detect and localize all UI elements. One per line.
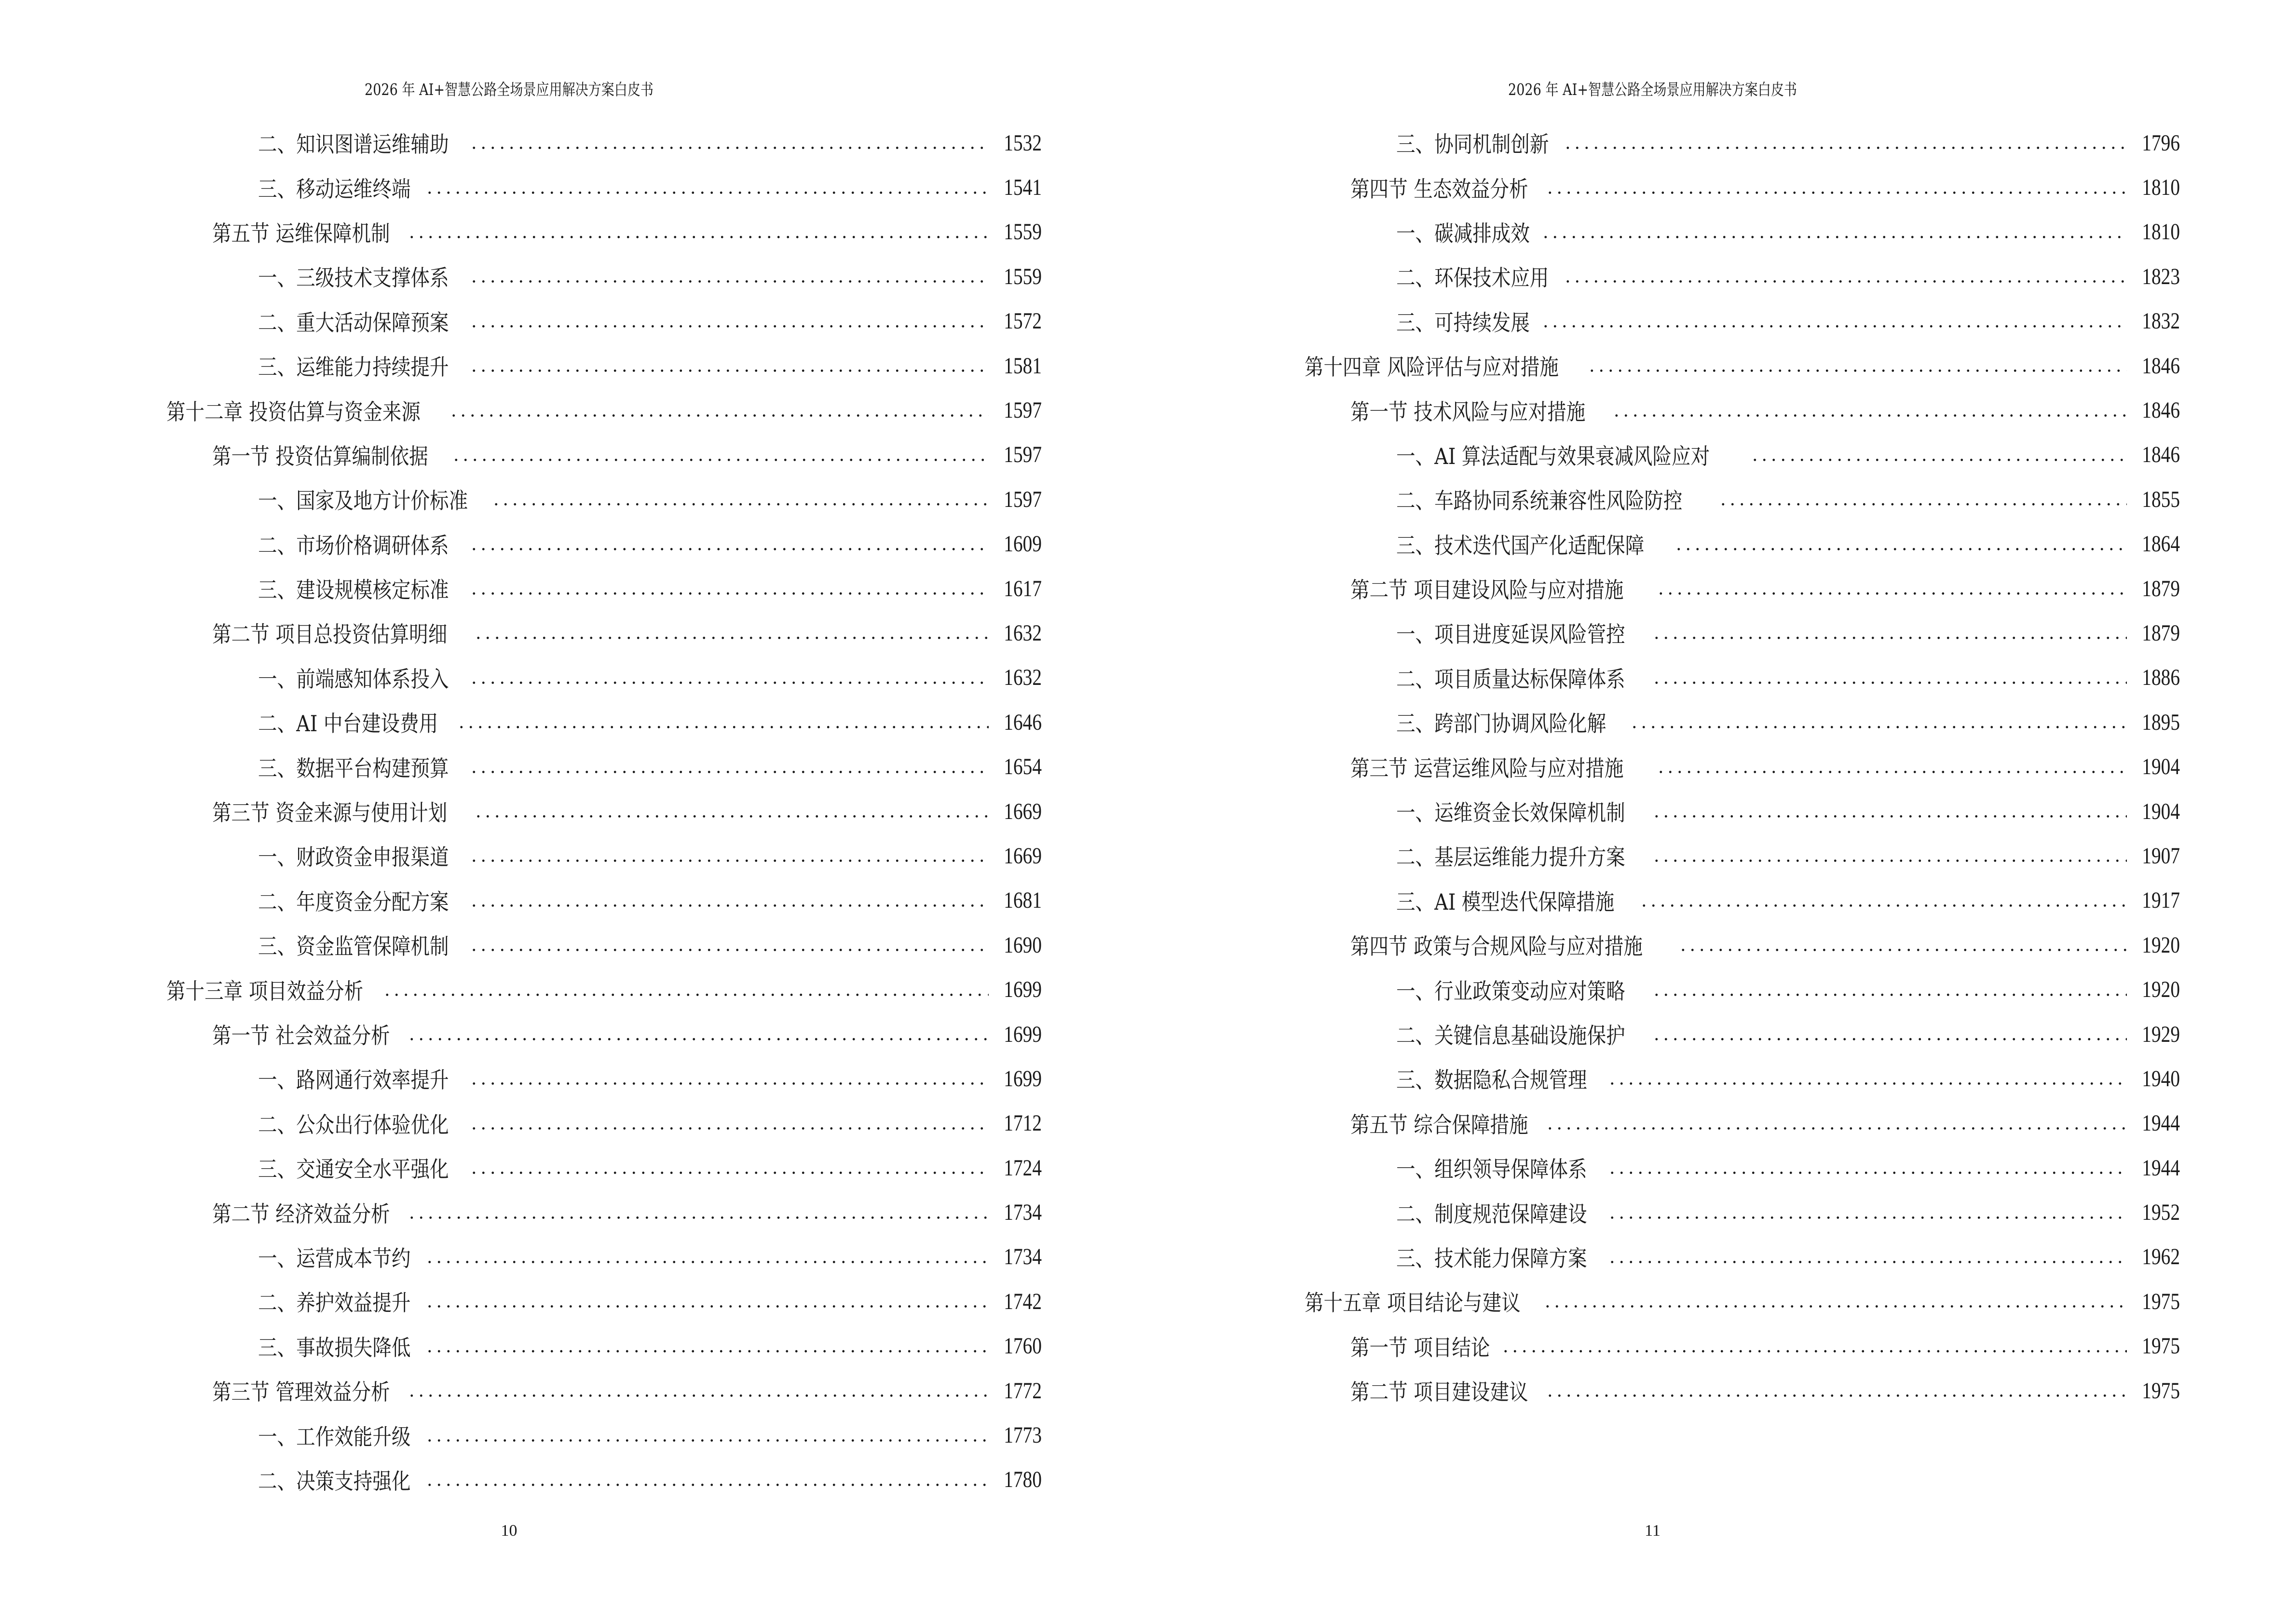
toc-entry-title: 第五节 运维保障机制	[212, 220, 390, 246]
toc-entry-title: 三、协同机制创新	[1396, 131, 1549, 158]
toc-entry-page: 1609	[1004, 531, 1042, 557]
dot-leader	[457, 711, 989, 733]
toc-entry-section[interactable]	[1305, 1324, 2180, 1368]
dot-leader	[469, 756, 989, 778]
dot-leader	[1545, 1112, 2127, 1134]
dot-leader	[469, 310, 989, 332]
toc-entry-title: 二、基层运维能力提升方案	[1396, 844, 1625, 871]
dot-leader	[1543, 1290, 2127, 1312]
dot-leader	[1587, 355, 2127, 377]
toc-entry-subsection[interactable]	[1305, 1190, 2180, 1234]
dot-leader	[1607, 1067, 2127, 1090]
toc-entry-chapter[interactable]	[1305, 1279, 2180, 1324]
dot-leader	[1563, 132, 2127, 154]
toc-entry-title: 一、行业政策变动应对策略	[1396, 978, 1625, 1004]
toc-entry-page: 1699	[1004, 1021, 1042, 1047]
toc-entry-section[interactable]	[166, 1012, 1042, 1056]
toc-entry-section[interactable]	[1305, 165, 2180, 209]
toc-entry-section[interactable]	[1305, 1368, 2180, 1413]
toc-entry-title: 二、制度规范保障建设	[1396, 1201, 1587, 1227]
toc-entry-page: 1581	[1004, 353, 1042, 379]
toc-entry-title: 二、决策支持强化	[258, 1468, 411, 1494]
toc-entry-title: 第十二章 投资估算与资金来源	[166, 398, 421, 425]
dot-leader	[1639, 889, 2127, 912]
toc-entry-page: 1846	[2142, 442, 2180, 468]
toc-entry-title: 第十三章 项目效益分析	[166, 978, 364, 1004]
toc-entry-subsection[interactable]	[166, 1146, 1042, 1190]
toc-entry-page: 1669	[1004, 843, 1042, 869]
toc-entry-page: 1617	[1004, 575, 1042, 601]
toc-entry-title: 一、国家及地方计价标准	[258, 488, 468, 514]
dot-leader	[469, 132, 989, 154]
toc-entry-title: 一、三级技术支撑体系	[258, 265, 449, 291]
dot-leader	[1541, 221, 2127, 243]
dot-leader	[1630, 711, 2127, 733]
toc-entry-subsection[interactable]	[1305, 789, 2180, 833]
toc-entry-chapter[interactable]	[1305, 343, 2180, 388]
toc-entry-subsection[interactable]	[1305, 522, 2180, 566]
toc-entry-title: 第十五章 项目结论与建议	[1305, 1290, 1521, 1316]
toc-entry-chapter[interactable]	[166, 967, 1042, 1011]
toc-entry-page: 1879	[2142, 620, 2180, 646]
toc-entry-subsection[interactable]	[1305, 477, 2180, 521]
table-of-contents	[166, 121, 1042, 1502]
toc-entry-subsection[interactable]	[1305, 299, 2180, 343]
toc-entry-page: 1810	[2142, 175, 2180, 201]
dot-leader	[469, 667, 989, 689]
dot-leader	[449, 399, 989, 422]
toc-entry-page: 1907	[2142, 843, 2180, 869]
toc-entry-title: 二、年度资金分配方案	[258, 888, 449, 915]
toc-entry-page: 1886	[2142, 665, 2180, 691]
dot-leader	[469, 355, 989, 377]
toc-entry-page: 1975	[2142, 1333, 2180, 1359]
toc-entry-page: 1597	[1004, 397, 1042, 423]
toc-entry-title: 三、技术迭代国产化适配保障	[1396, 532, 1645, 559]
toc-entry-page: 1632	[1004, 665, 1042, 691]
toc-entry-title: 三、可持续发展	[1396, 309, 1530, 336]
toc-entry-page: 1940	[2142, 1065, 2180, 1092]
dot-leader	[469, 934, 989, 956]
toc-entry-subsection[interactable]	[1305, 967, 2180, 1011]
toc-entry-page: 1669	[1004, 798, 1042, 824]
dot-leader	[1501, 1335, 2127, 1357]
toc-entry-page: 1917	[2142, 887, 2180, 914]
toc-entry-title: 二、AI 中台建设费用	[258, 710, 438, 737]
toc-entry-page: 1654	[1004, 754, 1042, 780]
dot-leader	[1545, 1379, 2127, 1402]
toc-entry-title: 三、事故损失降低	[258, 1334, 411, 1361]
dot-leader	[469, 533, 989, 555]
dot-leader	[425, 1246, 989, 1268]
toc-entry-subsection[interactable]	[1305, 833, 2180, 878]
toc-entry-title: 一、工作效能升级	[258, 1423, 411, 1450]
dot-leader	[469, 1157, 989, 1179]
page-number: 11	[1645, 1522, 1661, 1540]
toc-entry-subsection[interactable]	[1305, 1012, 2180, 1056]
toc-entry-section[interactable]	[1305, 566, 2180, 611]
toc-entry-section[interactable]	[1305, 388, 2180, 432]
dot-leader	[1541, 310, 2127, 332]
toc-entry-title: 一、运营成本节约	[258, 1245, 411, 1271]
toc-entry-title: 二、重大活动保障预案	[258, 309, 449, 336]
dot-leader	[469, 265, 989, 287]
toc-entry-title: 三、资金监管保障机制	[258, 933, 449, 960]
toc-entry-section[interactable]	[1305, 744, 2180, 789]
dot-leader	[469, 1112, 989, 1134]
toc-entry-subsection[interactable]	[166, 700, 1042, 744]
toc-entry-page: 1724	[1004, 1155, 1042, 1181]
toc-entry-subsection[interactable]	[166, 1458, 1042, 1502]
toc-entry-title: 二、项目质量达标保障体系	[1396, 666, 1625, 692]
toc-entry-subsection[interactable]	[166, 1101, 1042, 1146]
toc-entry-title: 三、技术能力保障方案	[1396, 1245, 1587, 1271]
dot-leader	[1678, 934, 2127, 956]
toc-entry-subsection[interactable]	[1305, 1235, 2180, 1279]
toc-entry-section[interactable]	[166, 611, 1042, 655]
toc-entry-title: 第四节 生态效益分析	[1350, 176, 1528, 202]
toc-entry-page: 1699	[1004, 977, 1042, 1003]
toc-entry-subsection[interactable]	[166, 121, 1042, 165]
toc-entry-page: 1681	[1004, 887, 1042, 914]
dot-leader	[407, 1379, 989, 1402]
toc-entry-page: 1773	[1004, 1422, 1042, 1448]
toc-entry-page: 1559	[1004, 219, 1042, 245]
toc-entry-section[interactable]	[1305, 1101, 2180, 1146]
dot-leader	[1607, 1157, 2127, 1179]
toc-entry-subsection[interactable]	[166, 343, 1042, 388]
toc-entry-title: 一、运维资金长效保障机制	[1396, 800, 1625, 826]
toc-entry-title: 二、市场价格调研体系	[258, 532, 449, 559]
toc-entry-page: 1904	[2142, 798, 2180, 824]
toc-entry-title: 一、项目进度延误风险管控	[1396, 621, 1625, 648]
dot-leader	[469, 845, 989, 867]
dot-leader	[1652, 622, 2127, 644]
toc-entry-title: 一、路网通行效率提升	[258, 1067, 449, 1093]
dot-leader	[1656, 756, 2127, 778]
toc-entry-page: 1832	[2142, 308, 2180, 334]
toc-entry-page: 1772	[1004, 1378, 1042, 1404]
dot-leader	[469, 889, 989, 912]
toc-entry-title: 三、数据平台构建预算	[258, 755, 449, 781]
dot-leader	[407, 1023, 989, 1045]
toc-entry-page: 1962	[2142, 1244, 2180, 1270]
toc-entry-page: 1796	[2142, 130, 2180, 156]
toc-entry-section[interactable]	[166, 433, 1042, 477]
dot-leader	[1607, 1246, 2127, 1268]
dot-leader	[491, 488, 989, 510]
toc-entry-page: 1597	[1004, 486, 1042, 512]
toc-entry-subsection[interactable]	[166, 1324, 1042, 1368]
toc-entry-subsection[interactable]	[166, 744, 1042, 789]
toc-entry-page: 1975	[2142, 1378, 2180, 1404]
dot-leader	[425, 1290, 989, 1312]
toc-entry-title: 第二节 项目建设风险与应对措施	[1350, 577, 1624, 603]
toc-entry-subsection[interactable]	[1305, 611, 2180, 655]
toc-entry-title: 二、公众出行体验优化	[258, 1111, 449, 1138]
dot-leader	[1545, 177, 2127, 199]
dot-leader	[1652, 1023, 2127, 1045]
toc-entry-subsection[interactable]	[1305, 254, 2180, 299]
dot-leader	[382, 979, 989, 1001]
toc-entry-page: 1855	[2142, 486, 2180, 512]
toc-entry-page: 1760	[1004, 1333, 1042, 1359]
dot-leader	[1607, 1201, 2127, 1224]
toc-entry-title: 三、数据隐私合规管理	[1396, 1067, 1587, 1093]
toc-entry-subsection[interactable]	[166, 566, 1042, 611]
dot-leader	[1652, 979, 2127, 1001]
dot-leader	[1652, 845, 2127, 867]
toc-entry-title: 三、交通安全水平强化	[258, 1156, 449, 1183]
toc-entry-page: 1699	[1004, 1065, 1042, 1092]
dot-leader	[469, 577, 989, 600]
toc-entry-title: 二、车路协同系统兼容性风险防控	[1396, 488, 1683, 514]
toc-entry-title: 一、财政资金申报渠道	[258, 844, 449, 871]
toc-entry-title: 一、碳减排成效	[1396, 220, 1530, 246]
toc-entry-page: 1904	[2142, 754, 2180, 780]
dot-leader	[425, 1335, 989, 1357]
toc-entry-page: 1572	[1004, 308, 1042, 334]
toc-entry-title: 第一节 投资估算编制依据	[212, 443, 428, 469]
toc-entry-page: 1712	[1004, 1110, 1042, 1136]
toc-entry-subsection[interactable]	[166, 655, 1042, 700]
toc-entry-title: 三、运维能力持续提升	[258, 354, 449, 381]
toc-entry-title: 第二节 经济效益分析	[212, 1201, 390, 1227]
toc-entry-page: 1532	[1004, 130, 1042, 156]
toc-entry-subsection[interactable]	[1305, 878, 2180, 923]
toc-entry-page: 1920	[2142, 932, 2180, 958]
toc-entry-subsection[interactable]	[166, 522, 1042, 566]
toc-entry-title: 第一节 项目结论	[1350, 1334, 1490, 1361]
dot-leader	[425, 177, 989, 199]
toc-entry-page: 1944	[2142, 1110, 2180, 1136]
toc-entry-section[interactable]	[166, 789, 1042, 833]
toc-entry-page: 1690	[1004, 932, 1042, 958]
toc-entry-title: 二、关键信息基础设施保护	[1396, 1023, 1625, 1049]
dot-leader	[1656, 577, 2127, 600]
toc-entry-subsection[interactable]	[1305, 655, 2180, 700]
table-of-contents	[1305, 121, 2180, 1413]
toc-entry-title: 一、组织领导保障体系	[1396, 1156, 1587, 1183]
toc-entry-title: 第二节 项目总投资估算明细	[212, 621, 448, 648]
dot-leader	[474, 622, 989, 644]
toc-entry-title: 第三节 管理效益分析	[212, 1379, 390, 1406]
toc-entry-title: 第一节 社会效益分析	[212, 1023, 390, 1049]
toc-entry-page: 1734	[1004, 1200, 1042, 1226]
dot-leader	[1612, 399, 2127, 422]
toc-entry-section[interactable]	[166, 1368, 1042, 1413]
toc-entry-subsection[interactable]	[166, 477, 1042, 521]
toc-entry-subsection[interactable]	[1305, 1146, 2180, 1190]
toc-entry-section[interactable]	[166, 210, 1042, 254]
toc-entry-page: 1846	[2142, 353, 2180, 379]
toc-entry-subsection[interactable]	[166, 299, 1042, 343]
toc-entry-subsection[interactable]	[166, 833, 1042, 878]
toc-entry-chapter[interactable]	[166, 388, 1042, 432]
toc-entry-title: 三、跨部门协调风险化解	[1396, 710, 1606, 737]
toc-entry-page: 1864	[2142, 531, 2180, 557]
dot-leader	[425, 1424, 989, 1447]
toc-entry-page: 1952	[2142, 1200, 2180, 1226]
toc-entry-title: 第一节 技术风险与应对措施	[1350, 398, 1586, 425]
dot-leader	[407, 221, 989, 243]
toc-entry-page: 1895	[2142, 709, 2180, 735]
toc-entry-subsection[interactable]	[166, 165, 1042, 209]
toc-entry-page: 1541	[1004, 175, 1042, 201]
toc-entry-title: 二、环保技术应用	[1396, 265, 1549, 291]
toc-entry-subsection[interactable]	[1305, 433, 2180, 477]
toc-entry-title: 第五节 综合保障措施	[1350, 1111, 1528, 1138]
toc-entry-title: 三、移动运维终端	[258, 176, 411, 202]
toc-entry-title: 三、建设规模核定标准	[258, 577, 449, 603]
toc-entry-subsection[interactable]	[1305, 1056, 2180, 1101]
toc-entry-subsection[interactable]	[166, 1056, 1042, 1101]
dot-leader	[1718, 488, 2127, 510]
page-number: 10	[501, 1522, 517, 1540]
page-right	[1144, 0, 2287, 1624]
toc-entry-page: 1646	[1004, 709, 1042, 735]
dot-leader	[469, 1067, 989, 1090]
toc-entry-title: 第三节 运营运维风险与应对措施	[1350, 755, 1624, 781]
toc-entry-page: 1780	[1004, 1467, 1042, 1493]
toc-entry-page: 1742	[1004, 1288, 1042, 1314]
toc-entry-subsection[interactable]	[166, 878, 1042, 923]
dot-leader	[1563, 265, 2127, 287]
toc-entry-section[interactable]	[1305, 923, 2180, 967]
toc-entry-title: 三、AI 模型迭代保障措施	[1396, 888, 1615, 915]
toc-entry-title: 二、知识图谱运维辅助	[258, 131, 449, 158]
dot-leader	[1750, 444, 2127, 466]
running-header: 2026 年 AI+智慧公路全场景应用解决方案白皮书	[364, 80, 653, 99]
toc-entry-page: 1823	[2142, 263, 2180, 289]
toc-entry-subsection[interactable]	[166, 923, 1042, 967]
toc-entry-page: 1632	[1004, 620, 1042, 646]
running-header: 2026 年 AI+智慧公路全场景应用解决方案白皮书	[1508, 80, 1797, 99]
toc-entry-page: 1879	[2142, 575, 2180, 601]
toc-entry-page: 1597	[1004, 442, 1042, 468]
toc-entry-subsection[interactable]	[166, 254, 1042, 299]
toc-entry-page: 1929	[2142, 1021, 2180, 1047]
toc-entry-page: 1810	[2142, 219, 2180, 245]
dot-leader	[1652, 800, 2127, 822]
dot-leader	[474, 800, 989, 822]
toc-entry-subsection[interactable]	[1305, 121, 2180, 165]
dot-leader	[1652, 667, 2127, 689]
dot-leader	[407, 1201, 989, 1224]
toc-entry-title: 第三节 资金来源与使用计划	[212, 800, 448, 826]
toc-entry-subsection[interactable]	[166, 1279, 1042, 1324]
toc-entry-section[interactable]	[166, 1190, 1042, 1234]
toc-entry-title: 第四节 政策与合规风险与应对措施	[1350, 933, 1643, 960]
toc-entry-subsection[interactable]	[1305, 210, 2180, 254]
toc-entry-title: 第二节 项目建设建议	[1350, 1379, 1528, 1406]
toc-entry-page: 1846	[2142, 397, 2180, 423]
toc-entry-page: 1734	[1004, 1244, 1042, 1270]
dot-leader	[425, 1469, 989, 1491]
toc-entry-title: 一、AI 算法适配与效果衰减风险应对	[1396, 443, 1710, 469]
toc-entry-page: 1559	[1004, 263, 1042, 289]
toc-entry-title: 二、养护效益提升	[258, 1290, 411, 1316]
toc-entry-subsection[interactable]	[166, 1413, 1042, 1457]
dot-leader	[1674, 533, 2127, 555]
toc-entry-page: 1920	[2142, 977, 2180, 1003]
dot-leader	[451, 444, 989, 466]
toc-entry-title: 一、前端感知体系投入	[258, 666, 449, 692]
toc-entry-page: 1944	[2142, 1155, 2180, 1181]
toc-entry-subsection[interactable]	[166, 1235, 1042, 1279]
toc-entry-title: 第十四章 风险评估与应对措施	[1305, 354, 1559, 381]
toc-entry-page: 1975	[2142, 1288, 2180, 1314]
toc-entry-subsection[interactable]	[1305, 700, 2180, 744]
